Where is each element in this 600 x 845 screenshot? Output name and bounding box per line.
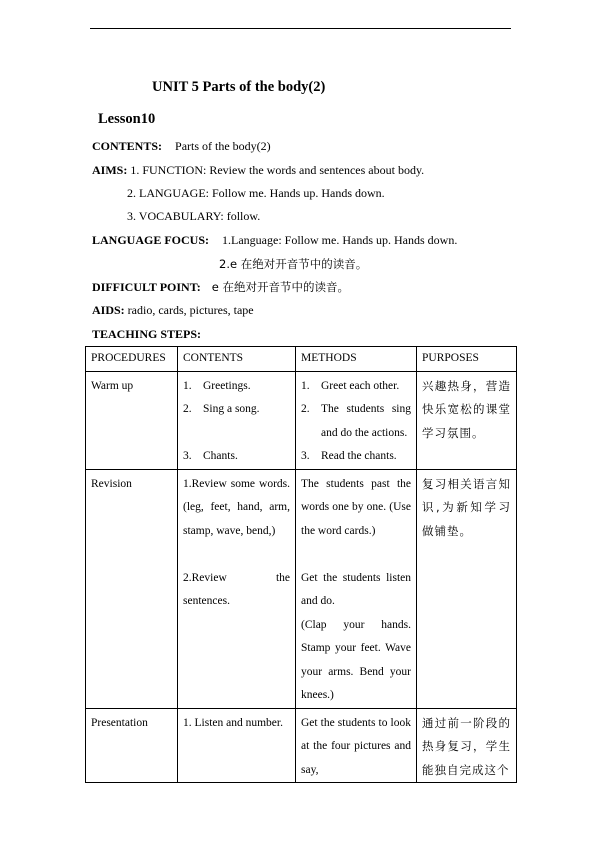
- table-header-row: [86, 347, 517, 372]
- difficult-point-line: [92, 279, 349, 295]
- teaching-steps-label: TEACHING STEPS:: [92, 327, 202, 341]
- procedure-cell: Warm up: [86, 371, 178, 469]
- difficult-point-value: e 在绝对开音节中的读音。: [211, 280, 350, 294]
- list-item: 1. Greetings.: [183, 379, 251, 392]
- contents-value: Parts of the body(2): [175, 139, 271, 153]
- contents-cell: [178, 469, 296, 708]
- header-rule: [90, 28, 511, 29]
- aims-label: AIMS:: [92, 163, 128, 177]
- contents-cell: 1. Listen and number.: [178, 708, 296, 783]
- procedure-cell: Revision: [86, 469, 178, 708]
- contents-text: 1.Review some words.(leg, feet, hand, arm, stamp, wave, bend,): [183, 477, 290, 537]
- page-title: UNIT 5 Parts of the body(2): [152, 79, 326, 95]
- methods-cell: [296, 371, 417, 469]
- purpose-cell: 通过前一阶段的热身复习，学生能独自完成这个: [417, 708, 517, 783]
- list-item: 3. Read the chants.: [301, 450, 397, 462]
- list-item: 2. Sing a song.: [183, 403, 260, 415]
- language-focus-line: [92, 232, 457, 248]
- teaching-steps-table: [85, 346, 517, 783]
- language-focus-item-1: 1.Language: Follow me. Hands up. Hands down.: [222, 233, 458, 247]
- aims-line: [92, 162, 424, 178]
- aids-line: [92, 302, 254, 318]
- list-spacer: [183, 422, 290, 446]
- methods-cell: Get the students to look at the four pictures and say,: [296, 708, 417, 783]
- aids-label: AIDS:: [92, 303, 125, 317]
- contents-line: [92, 138, 271, 154]
- aims-item-3: 3. VOCABULARY: follow.: [127, 209, 261, 223]
- procedure-cell: Presentation: [86, 708, 178, 783]
- contents-label: CONTENTS:: [92, 139, 163, 153]
- contents-text: 2.Review the sentences.: [183, 571, 290, 607]
- methods-cell: [296, 469, 417, 708]
- header-procedures: PROCEDURES: [86, 347, 178, 372]
- purpose-cell: 复习相关语言知识,为新知学习做铺垫。: [417, 469, 517, 708]
- aims-item-1: 1. FUNCTION: Review the words and sentences about body.: [130, 163, 425, 177]
- header-purposes: PURPOSES: [417, 347, 517, 372]
- contents-cell: [178, 371, 296, 469]
- header-contents: CONTENTS: [178, 347, 296, 372]
- list-item: 2. The students sing and do the actions.: [301, 403, 411, 439]
- purpose-cell: 兴趣热身，营造快乐宽松的课堂学习氛围。: [417, 371, 517, 469]
- table-row: [86, 469, 517, 708]
- list-item: 3. Chants.: [183, 450, 238, 462]
- table-row: [86, 371, 517, 469]
- aims-item-2: 2. LANGUAGE: Follow me. Hands up. Hands down.: [127, 186, 385, 200]
- language-focus-item-2: 2.e 在绝对开音节中的读音。: [219, 257, 368, 271]
- header-methods: METHODS: [296, 347, 417, 372]
- lesson-heading: Lesson10: [98, 111, 156, 127]
- difficult-point-label: DIFFICULT POINT:: [92, 280, 201, 294]
- methods-text: (Clap your hands. Stamp your feet. Wave your arms. Bend your knees.): [301, 618, 411, 701]
- methods-text: The students past the words one by one. (Use the word cards.): [301, 477, 411, 537]
- list-item: 1. Greet each other.: [301, 379, 400, 392]
- aids-value: radio, cards, pictures, tape: [127, 303, 254, 317]
- methods-text: Get the students listen and do.: [301, 571, 411, 607]
- table-row: [86, 708, 517, 783]
- language-focus-label: LANGUAGE FOCUS:: [92, 233, 210, 247]
